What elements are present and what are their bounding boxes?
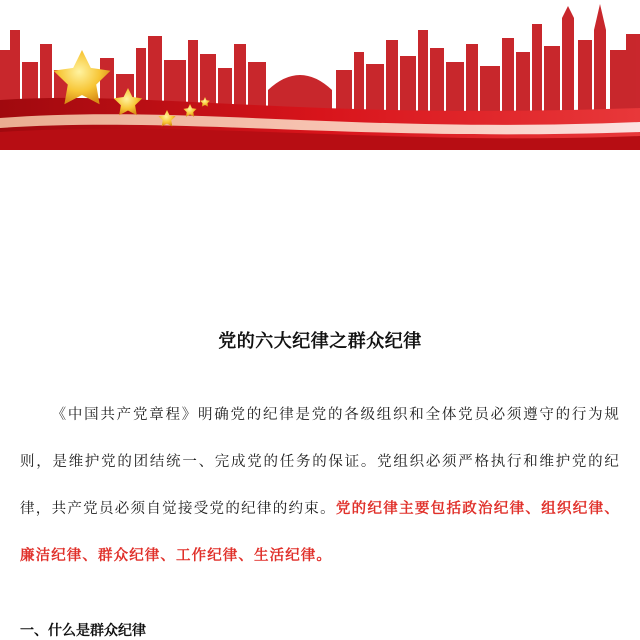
page-title: 党的六大纪律之群众纪律 — [218, 331, 422, 352]
section-heading: 一、什么是群众纪律 — [20, 623, 146, 639]
header-banner — [0, 0, 640, 150]
intro-paragraph — [20, 392, 620, 580]
paragraph-highlight: 党的纪律主要包括政治纪律、组织纪律、廉洁纪律、群众纪律、工作纪律、生活纪律。 — [20, 501, 620, 564]
paragraph-text: 《中国共产党章程》明确党的纪律是党的各级组织和全体党员必须遵守的行为规则，是维护党的团结统一、完成党的任务的保证。党组织必须严格执行和维护党的纪律，共产党员必须自觉接受党的纪律的约束。 — [20, 407, 620, 517]
city-skyline-banner — [0, 0, 640, 150]
